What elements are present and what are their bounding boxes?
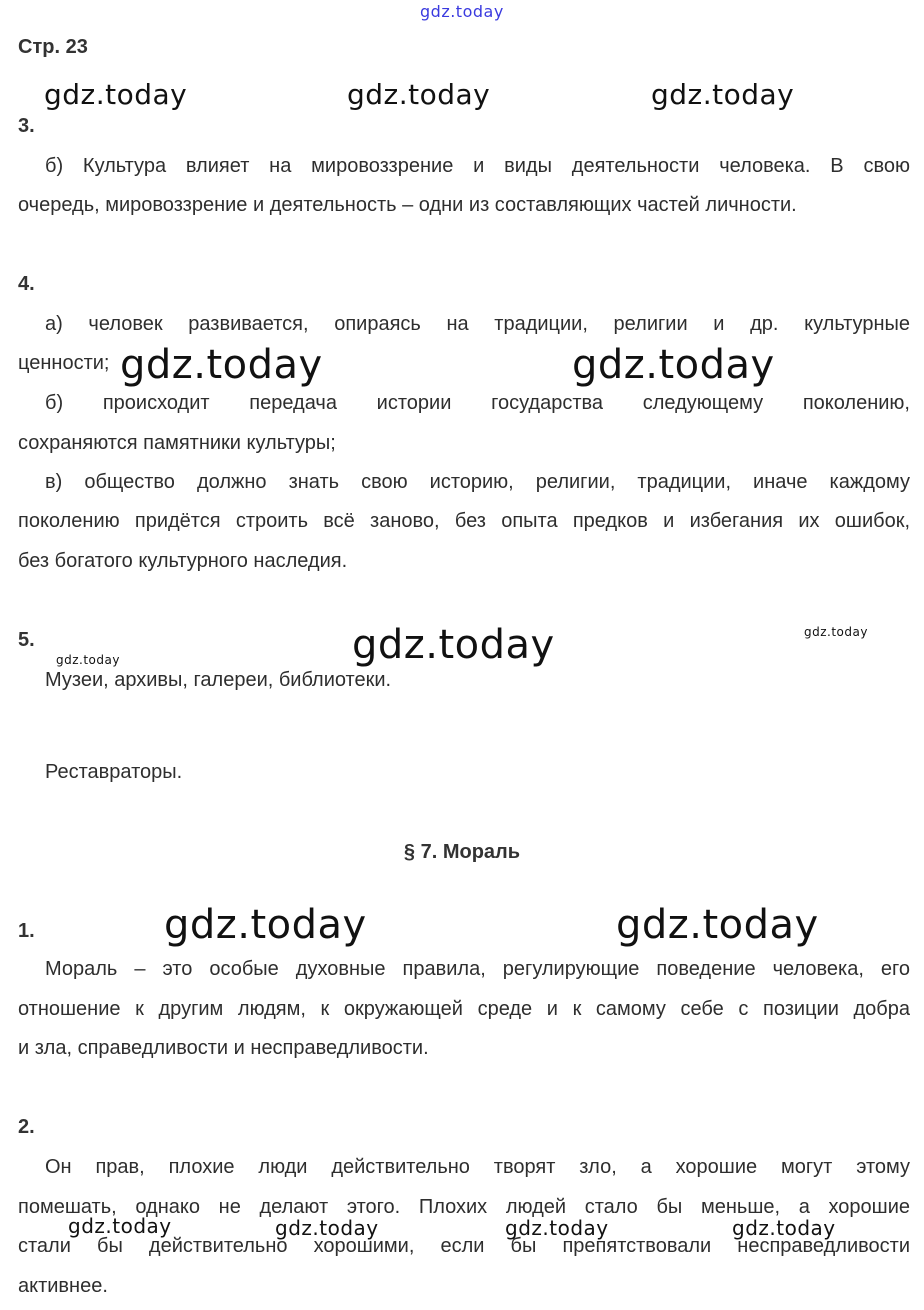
page-label: Стр. 23 [18,36,88,58]
watermark: gdz.today [352,622,555,668]
watermark: gdz.today [56,653,120,667]
watermark: gdz.today [616,902,819,948]
task-text-line: Реставраторы. [45,761,183,783]
task-number: 2. [18,1116,35,1138]
task-text-line: б) происходит передача истории государства следующему поколению, [45,392,910,414]
watermark: gdz.today [120,342,323,388]
task-number: 4. [18,273,35,295]
task-text-line: а) человек развивается, опираясь на традиции, религии и др. культурные [45,313,910,335]
task-text-line: отношение к другим людям, к окружающей среде и к самому себе с позиции добра [18,998,910,1020]
watermark: gdz.today [275,1216,379,1240]
watermark: gdz.today [732,1216,836,1240]
watermark: gdz.today [572,342,775,388]
task-text-line: без богатого культурного наследия. [18,550,348,572]
task-text-line: очередь, мировоззрение и деятельность – одни из составляющих частей личности. [18,194,797,216]
task-text-line: активнее. [18,1275,108,1297]
task-number: 3. [18,115,35,137]
watermark: gdz.today [651,78,795,111]
task-text-line: в) общество должно знать свою историю, религии, традиции, иначе каждому [45,471,910,493]
task-text-line: б) Культура влияет на мировоззрение и виды деятельности человека. В свою [45,155,910,177]
watermark: gdz.today [505,1216,609,1240]
task-text-line: Он прав, плохие люди действительно творят зло, а хорошие могут этому [45,1156,910,1178]
site-link[interactable]: gdz.today [420,2,504,21]
task-text-line: стали бы действительно хорошими, если бы препятствовали несправедливости [18,1235,910,1257]
task-text-line: поколению придётся строить всё заново, без опыта предков и избегания их ошибок, [18,510,910,532]
watermark: gdz.today [164,902,367,948]
section-title: § 7. Мораль [403,841,521,863]
task-text-line: и зла, справедливости и несправедливости. [18,1037,429,1059]
task-number: 5. [18,629,35,651]
watermark: gdz.today [347,78,491,111]
task-text-line: сохраняются памятники культуры; [18,432,336,454]
watermark: gdz.today [68,1214,172,1238]
task-text-line: ценности; [18,352,110,374]
watermark: gdz.today [44,78,188,111]
task-text-line: Музеи, архивы, галереи, библиотеки. [45,669,392,691]
task-text-line: помешать, однако не делают этого. Плохих людей стало бы меньше, а хорошие [18,1196,910,1218]
task-text-line: Мораль – это особые духовные правила, регулирующие поведение человека, его [45,958,910,980]
task-number: 1. [18,920,35,942]
watermark: gdz.today [804,625,868,639]
